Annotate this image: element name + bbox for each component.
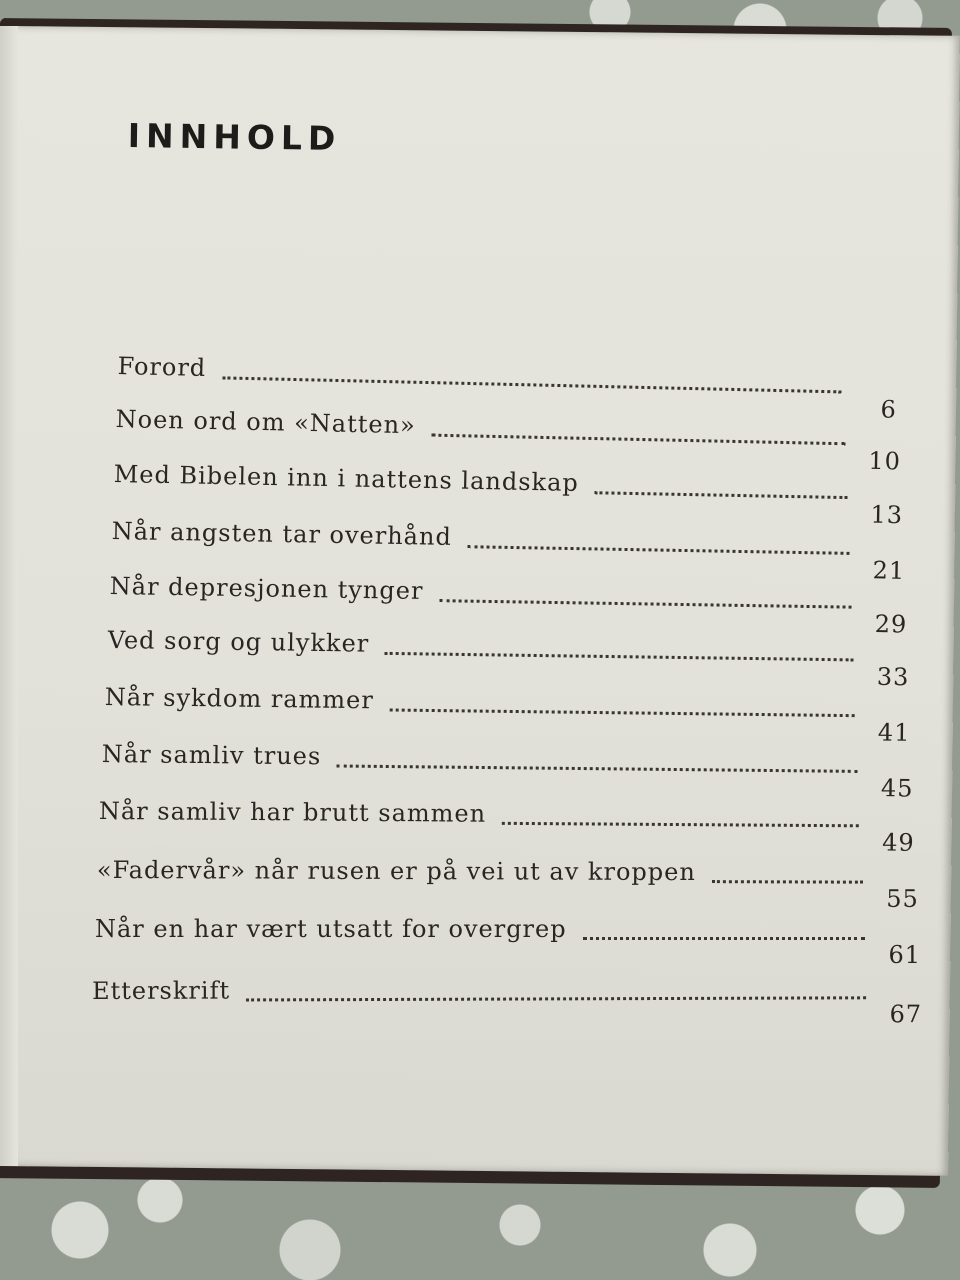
toc-leader-dots <box>390 686 855 717</box>
toc-entry-page: 61 <box>888 941 921 969</box>
toc-leader-dots <box>595 469 848 499</box>
toc-leader-dots <box>502 800 859 827</box>
toc-leader-dots <box>712 858 863 884</box>
toc-entry-label: Forord <box>117 352 207 383</box>
toc-entry <box>92 974 923 1029</box>
toc-entry-label: «Fadervår» når rusen er på vei ut av kroppen <box>96 856 696 887</box>
toc-entry <box>107 626 910 692</box>
toc-leader-dots <box>246 974 866 1001</box>
toc-entry <box>104 683 911 747</box>
toc-leader-dots <box>439 577 852 608</box>
toc-entry <box>109 572 908 639</box>
toc-leader-dots <box>222 354 842 393</box>
toc-leader-dots <box>468 523 850 555</box>
toc-entry-label: Ved sorg og ulykker <box>107 626 370 658</box>
toc-entry-label: Når sykdom rammer <box>104 683 374 715</box>
toc-leader-dots <box>583 915 865 940</box>
toc-entry-page: 33 <box>876 662 910 692</box>
toc-entry <box>113 460 904 530</box>
toc-entry-page: 49 <box>882 828 915 857</box>
toc-entry-page: 29 <box>874 610 908 639</box>
toc-entry-page: 55 <box>886 884 919 913</box>
toc-entry <box>95 915 921 969</box>
toc-entry-page: 6 <box>880 395 898 424</box>
toc-entry-label: Med Bibelen inn i nattens landskap <box>113 460 580 497</box>
toc-entry-label: Etterskrift <box>92 976 231 1005</box>
toc-entry-page: 10 <box>868 446 902 476</box>
toc-entry <box>101 740 914 803</box>
toc-entry-page: 41 <box>877 718 911 747</box>
page-title: INNHOLD <box>127 116 342 158</box>
toc-entry-label: Når samliv har brutt sammen <box>98 797 487 828</box>
toc-entry-page: 13 <box>870 500 904 530</box>
toc-entry-label: Når depresjonen tynger <box>109 572 424 605</box>
toc-entry <box>115 405 902 476</box>
toc-leader-dots <box>432 412 846 446</box>
toc-entry-label: Når angsten tar overhånd <box>111 517 453 551</box>
toc-entry <box>98 797 915 857</box>
toc-entry-page: 67 <box>889 1000 923 1029</box>
toc-entry <box>111 517 906 585</box>
toc-entry-label: Når en har vært utsatt for overgrep <box>95 915 567 943</box>
toc-entry-page: 45 <box>880 774 914 803</box>
toc-entry <box>96 856 919 913</box>
toc-leader-dots <box>385 630 854 662</box>
toc-leader-dots <box>337 742 858 772</box>
toc-entry-label: Når samliv trues <box>101 740 322 771</box>
toc-entry-page: 21 <box>872 556 906 585</box>
toc-entry-label: Noen ord om «Natten» <box>115 405 417 440</box>
